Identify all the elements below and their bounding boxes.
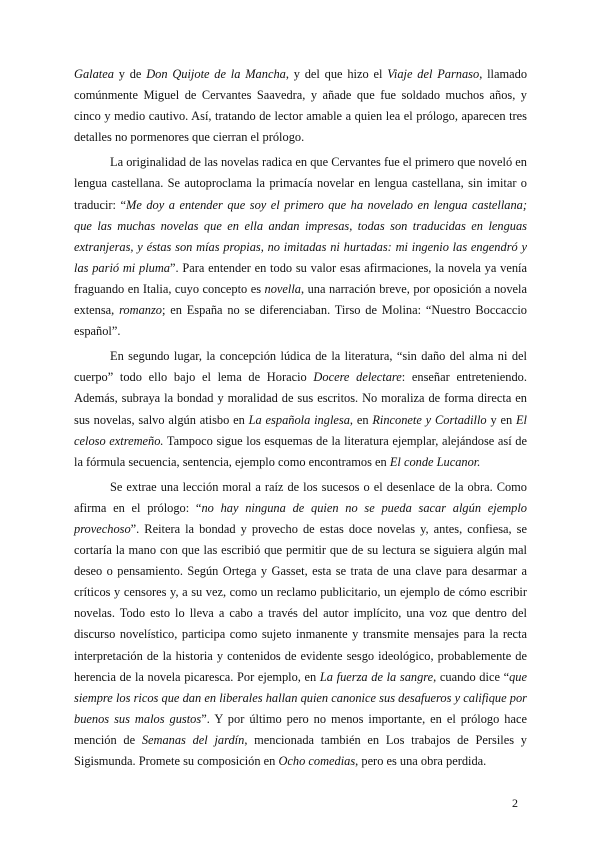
text-run: , mencionada también en Los trabajos de Persiles y Sigismunda. Promete su composición en: [74, 732, 528, 768]
italic-text: Galatea: [74, 67, 114, 81]
text-run: ; en España no se diferenciaban. Tirso de Molina: “Nuestro Boccaccio español”.: [74, 303, 527, 339]
paragraph-4: [74, 477, 527, 772]
paragraph-1: [74, 64, 527, 148]
italic-text: no hay ninguna de quien no se pueda sacar algún ejemplo provechoso: [74, 500, 527, 536]
paragraph-2: [74, 152, 527, 342]
text-run: , cuando dice “: [433, 669, 510, 684]
paragraph-3: [74, 346, 527, 473]
text-run: , en: [349, 412, 373, 427]
italic-text: El celoso extremeño.: [74, 412, 527, 448]
text-run: La originalidad de las novelas radica en que Cervantes fue el primero que noveló en lengua castellana. Se autoproclama la primacía novelar en lengua castellana, sin imitar o traducir: “: [74, 155, 527, 212]
italic-text: Rinconete y Cortadillo: [372, 412, 487, 427]
text-run: Tampoco sigue los esquemas de la literatura ejemplar, alejándose así de la fórmula secuencia, sentencia, ejemplo como encontramos en: [74, 433, 527, 469]
text-run: , una narración breve, por oposición a novela extensa,: [74, 281, 527, 318]
text-run: Se extrae una lección moral a raíz de los sucesos o el desenlace de la obra. Como afirma en el prólogo: “: [74, 479, 527, 515]
text-run: y de: [113, 67, 147, 81]
text-run: ”. Reitera la bondad y provecho de estas doce novelas y, antes, confiesa, se cortaría la mano con que las escribió que permitir que de su lectura se siguiera algún mal deseo o pensamiento. Según Ortega y Gasset, esta se trata de una clave para desarmar a críticos y censores y, a su vez, como un reclamo publicitario, un ejemplo de cómo escribir novelas. Todo esto lo lleva a cabo a través del autor implícito, una voz que dentro del discurso novelístico, participa como sujeto inmanente y transmite mensajes para la recta interpretación de la historia y contenidos de evidente sesgo ideológico, probablemente de herencia de la novela picaresca. Por ejemplo, en: [74, 521, 527, 684]
italic-text: Ocho comedias: [278, 754, 356, 768]
text-run: , llamado comúnmente Miguel de Cervantes Saavedra, y añade que fue soldado muchos años, y cinco y medio cautivo. Así, tratando de lector amable a quien lea el prólogo, aparecen tres detalles no pormenores que cierran el prólogo.: [74, 67, 528, 145]
italic-text: Semanas del jardín: [141, 732, 245, 747]
italic-text: Docere delectare: [313, 370, 402, 385]
text-run: ”. Para entender en todo su valor esas afirmaciones, la novela ya venía fraguando en Italia, cuyo concepto es: [74, 260, 527, 296]
italic-text: novella: [264, 281, 301, 296]
italic-text: romanzo: [119, 303, 162, 318]
text-run: y en: [486, 412, 516, 427]
italic-text: Viaje del Parnaso: [387, 67, 480, 81]
italic-text: La fuerza de la sangre: [319, 669, 434, 684]
text-run: , pero es una obra perdida.: [355, 754, 487, 768]
body-text: [74, 64, 527, 772]
text-run: : enseñar entreteniendo. Además, subraya la bondad y moralidad de sus escritos. No moraliza de forma directa en sus novelas, salvo algún atisbo en: [74, 370, 527, 427]
italic-text: que siempre los ricos que dan en liberales hallan quien canonice sus desafueros y califique por buenos sus malos gustos: [74, 669, 527, 726]
text-run: En segundo lugar, la concepción lúdica de la literatura, “sin daño del alma ni del cuerpo” todo ello bajo el lema de Horacio: [74, 349, 527, 385]
italic-text: Me doy a entender que soy el primero que ha novelado en lengua castellana; que las muchas novelas que en ella andan impresas, todas son traducidas en lenguas extranjeras, y éstas son mías propias, no imitadas ni hurtadas: mi ingenio las engendró y las parió mi pluma: [74, 197, 527, 275]
italic-text: La española inglesa: [248, 412, 350, 427]
text-run: , y del que hizo el: [285, 67, 388, 81]
page-number: 2: [512, 796, 518, 810]
text-run: ”. Y por último pero no menos importante, en el prólogo hace mención de: [74, 711, 528, 747]
italic-text: Don Quijote de la Mancha: [146, 67, 286, 81]
italic-text: El conde Lucanor.: [389, 454, 481, 469]
